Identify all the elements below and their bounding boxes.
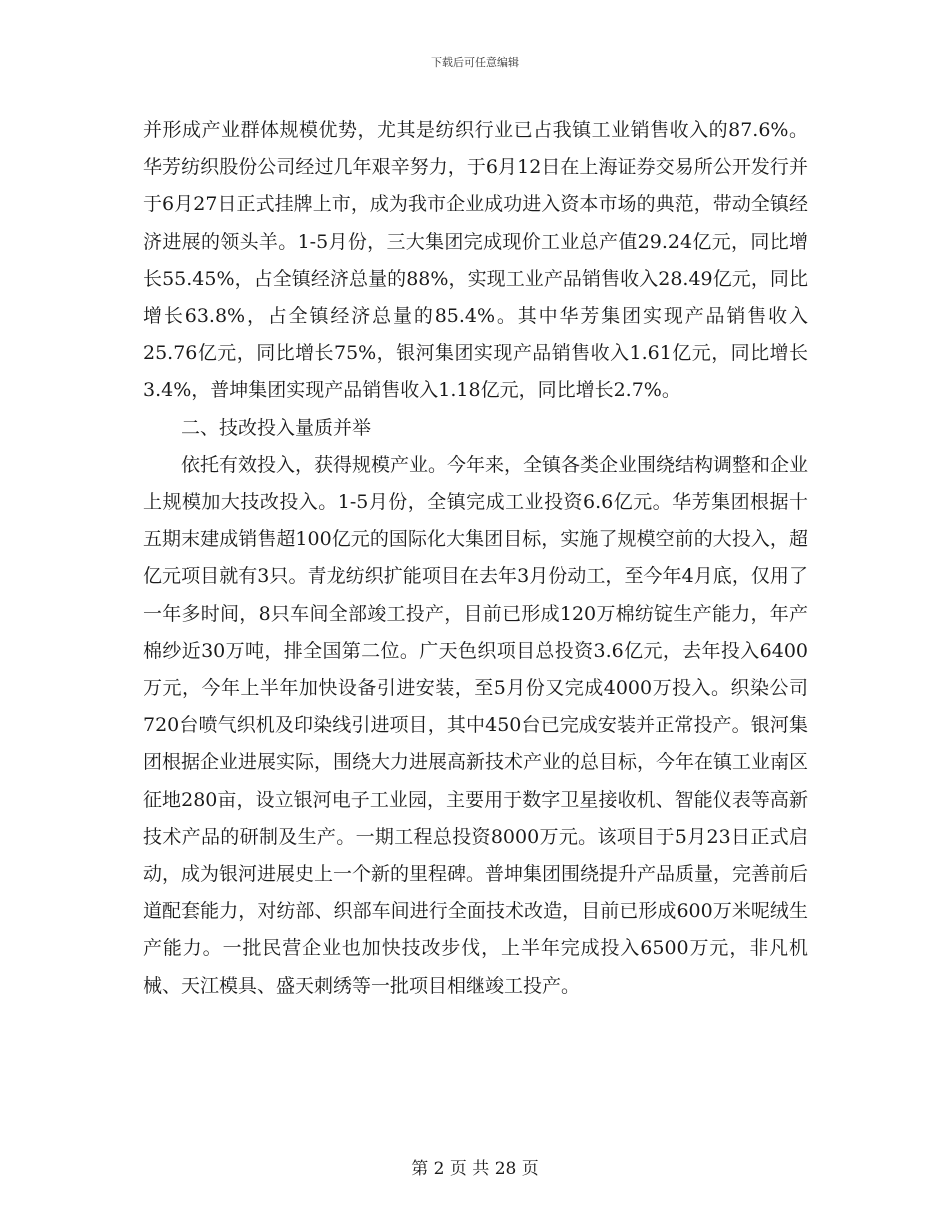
- paragraph-investment-details: 依托有效投入，获得规模产业。今年来，全镇各类企业围绕结构调整和企业上规模加大技改投入。1-5月份，全镇完成工业投资6.6亿元。华芳集团根据十五期末建成销售超100亿元的国际化大集团目标，实施了规模空前的大投入，超亿元项目就有3只。青龙纺织扩能项目在去年3月份动工，至今年4月底，仅用了一年多时间，8只车间全部竣工投产，目前已形成120万棉纺锭生产能力，年产棉纱近30万吨，排全国第二位。广天色织项目总投资3.6亿元，去年投入6400万元，今年上半年加快设备引进安装，至5月份又完成4000万投入。织染公司720台喷气织机及印染线引进项目，其中450台已完成安装并正常投产。银河集团根据企业进展实际，围绕大力进展高新技术产业的总目标，今年在镇工业南区征地280亩，设立银河电子工业园，主要用于数字卫星接收机、智能仪表等高新技术产品的研制及生产。一期工程总投资8000万元。该项目于5月23日正式启动，成为银河进展史上一个新的里程碑。普坤集团围绕提升产品质量，完善前后道配套能力，对纺部、织部车间进行全面技术改造，目前已形成600万米呢绒生产能力。一批民营企业也加快技改步伐，上半年完成投入6500万元，非凡机械、天江模具、盛天刺绣等一批项目相继竣工投产。: [143, 453, 809, 997]
- paragraph-industry-cluster: 并形成产业群体规模优势，尤其是纺织行业已占我镇工业销售收入的87.6%。华芳纺织股份公司经过几年艰辛努力，于6月12日在上海证券交易所公开发行并于6月27日正式挂牌上市，成为我市企业成功进入资本市场的典范，带动全镇经济进展的领头羊。1-5月份，三大集团完成现价工业总产值29.24亿元，同比增长55.45%，占全镇经济总量的88%，实现工业产品销售收入28.49亿元，同比增长63.8%，占全镇经济总量的85.4%。其中华芳集团实现产品销售收入25.76亿元，同比增长75%，银河集团实现产品销售收入1.61亿元，同比增长3.4%，普坤集团实现产品销售收入1.18亿元，同比增长2.7%。: [143, 119, 808, 402]
- section-heading-tech-investment: 二、技改投入量质并举: [181, 416, 372, 439]
- document-body: [143, 112, 808, 1005]
- page-header-note: 下载后可任意编辑: [431, 56, 519, 69]
- page-number-footer: 第 2 页 共 28 页: [411, 1159, 539, 1179]
